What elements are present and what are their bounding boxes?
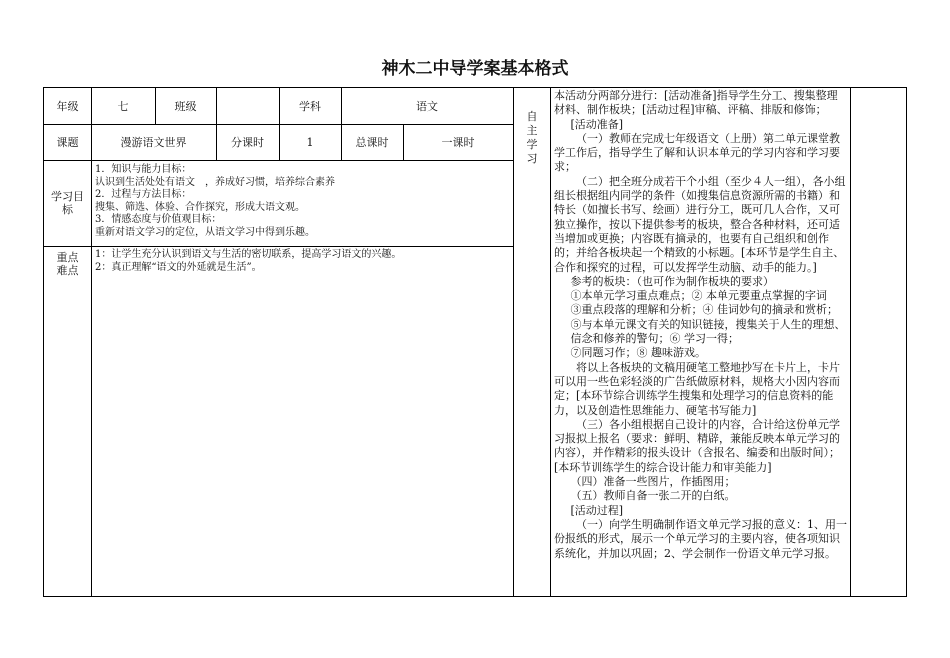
self-study-paragraph: （一）教师在完成七年级语文（上册）第二单元课堂教学工作后，指导学生了解和认识本单元的学习内容和学习要求； (554, 131, 840, 174)
keys-content (95, 249, 509, 274)
goal-line: 1．知识与能力目标： (95, 164, 192, 175)
goal-line: 3．情感态度与价值观目标： (95, 214, 222, 225)
period-label: 分课时 (231, 135, 264, 149)
col-divider (403, 124, 404, 160)
divider-middle (513, 88, 514, 596)
key-line: 2：真正理解“语文的外延就是生活”。 (95, 261, 262, 273)
self-study-paragraph: （二）把全班分成若干个小组（至少４人一组），各小组组长根据组内同学的条件（如搜集信息资源所需的书籍）和特长（如擅长书写、绘画）进行分工，既可几人合作，又可独立操作，按以下提供参考的板块，整合各种材料，还可适当增加或更换；内容既有摘录的，也要有自己组织和创作的；并给各板块起一个精致的小标题。[本环节是学生自主、合作和探究的过程，可以发挥学生动脑、动手的能力。] (554, 174, 846, 274)
self-study-paragraph: ①本单元学习重点难点；② 本单元要重点掌握的字词 (570, 289, 827, 303)
total-value: 一课时 (441, 135, 475, 149)
self-study-paragraph: 参考的板块：（也可作为制作板块的要求） (570, 274, 774, 288)
label-column-divider (91, 160, 92, 596)
self-study-paragraph: ③重点段落的理解和分析；④ 佳词妙句的摘录和赏析； (570, 303, 838, 317)
self-study-paragraph: （一）向学生明确制作语文单元学习报的意义：1、用一份报纸的形式，展示一个单元学习的主要内容，使各项知识系统化，并加以巩固；2、学会制作一份语文单元学习报。 (554, 517, 847, 560)
keys-label: 重点难点 (56, 251, 79, 277)
self-study-paragraph: （五）教师自备一张二开的白纸。 (570, 489, 736, 503)
key-line: 1：让学生充分认识到语文与生活的密切联系，提高学习语文的兴趣。 (95, 249, 402, 260)
divider-self-study-label (550, 88, 551, 596)
goals-content (95, 164, 509, 239)
self-study-content (554, 89, 848, 561)
period-value: 1 (306, 135, 314, 149)
self-study-paragraph: 本活动分两部分进行：[活动准备]指导学生分工、搜集整理材料、制作板块；[活动过程]审稿、评稿、排版和修饰； (554, 89, 838, 117)
self-study-paragraph: （四）准备一些图片，作插图用； (570, 475, 736, 489)
self-study-paragraph: 将以上各板块的文稿用硬笔工整地抄写在卡片上，卡片可以用一些色彩轻淡的广告纸做原材料，规格大小因内容而定；[本环节综合训练学生搜集和处理学习的信息资料的能力，以及创造性思维能力、硬笔书写能力] (554, 360, 840, 417)
total-label: 总课时 (355, 135, 389, 149)
goal-line: 2．过程与方法目标： (95, 189, 192, 200)
self-study-paragraph: [活动过程] (570, 503, 624, 517)
page-title: 神木二中导学案基本格式 (381, 59, 569, 79)
self-study-paragraph: ⑦同题习作；⑧ 趣味游戏。 (570, 346, 706, 360)
self-study-paragraph: ⑤与本单元课文有关的知识链接，搜集关于人生的理想、信念和修养的警句；⑥ 学习一得； (570, 317, 846, 346)
self-study-label: 自主学习 (526, 110, 538, 165)
goal-line: 搜集、筛选、体验、合作探究，形成大语文观。 (95, 201, 305, 213)
class-value (216, 88, 279, 124)
goal-line: 重新对语文学习的定位，从语文学习中得到乐趣。 (95, 226, 315, 238)
subject-value: 语文 (416, 99, 438, 113)
self-study-paragraph: （三）各小组根据自己设计的内容，合计给这份单元学习报拟上报名（要求：鲜明、精辟，兼能反映本单元学习的内容），并作精彩的报头设计（含报名、编委和出版时间）；[本环节训练学生的综合设计能力和审美能力] (554, 417, 840, 474)
goals-label: 学习目标 (51, 190, 84, 216)
row-divider-3 (44, 246, 513, 247)
lesson-plan-table (43, 87, 907, 597)
grade-label: 年级 (56, 99, 79, 113)
grade-value: 七 (117, 99, 129, 113)
divider-right-margin (850, 88, 851, 596)
goal-line: 认识到生活处处有语文 ，养成好习惯，培养综合素养 (95, 176, 335, 188)
topic-value: 漫游语文世界 (120, 135, 187, 149)
row-divider-2 (44, 160, 513, 161)
topic-label: 课题 (56, 135, 79, 149)
subject-label: 学科 (299, 99, 321, 113)
self-study-paragraph: [活动准备] (570, 117, 624, 131)
class-label: 班级 (174, 99, 197, 113)
